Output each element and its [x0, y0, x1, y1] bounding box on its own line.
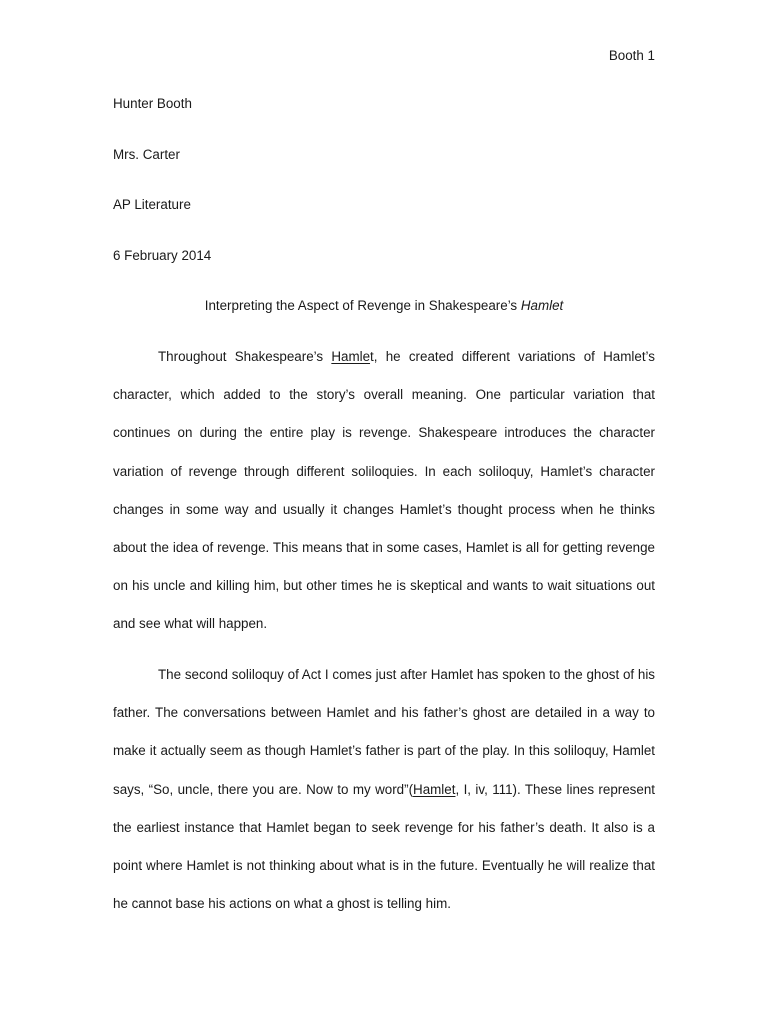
body-paragraph-2 [113, 656, 655, 923]
course-name: AP Literature [113, 197, 191, 212]
title-text: Interpreting the Aspect of Revenge in Shakespeare’s [204, 298, 521, 313]
author-name: Hunter Booth [113, 96, 192, 111]
underlined-title: Hamle [331, 349, 371, 364]
body-paragraph-1 [113, 338, 655, 644]
paragraph-1-text-b: t, he created different variations of Hamlet’s character, which added to the story’s overall meaning. One particular variation that continues on during the entire play is revenge. Shakespeare introduces the character variation of revenge through different soliloquies. In each soliloquy, Hamlet’s character changes in some way and usually it changes Hamlet’s thought process when he thinks about the idea of revenge. This means that in some cases, Hamlet is all for getting revenge on his uncle and killing him, but other times he is skeptical and wants to wait situations out and see what will happen. [113, 349, 655, 632]
running-head: Booth 1 [608, 48, 655, 63]
underlined-citation: Hamlet [413, 781, 456, 797]
essay-date: 6 February 2014 [113, 248, 212, 263]
essay-title [113, 297, 655, 315]
teacher-name: Mrs. Carter [113, 147, 180, 162]
paragraph-2-text-b: , I, iv, 111). These lines represent the earliest instance that Hamlet began to seek revenge for his father’s death. It also is a point where Hamlet is not thinking about what is in the future. Eventually he will realize that he cannot base his actions on what a ghost is telling him. [113, 781, 655, 912]
title-work: Hamlet [520, 298, 564, 313]
paragraph-2-text-a: The second soliloquy of Act I comes just after Hamlet has spoken to the ghost of his father. The conversations between Hamlet and his father’s ghost are detailed in a way to make it actually seem as though Hamlet’s father is part of the play. In this soliloquy, Hamlet says, “So, uncle, there you are. Now to my word”( [113, 667, 655, 797]
paragraph-1-text-a: Throughout Shakespeare’s [158, 349, 332, 364]
